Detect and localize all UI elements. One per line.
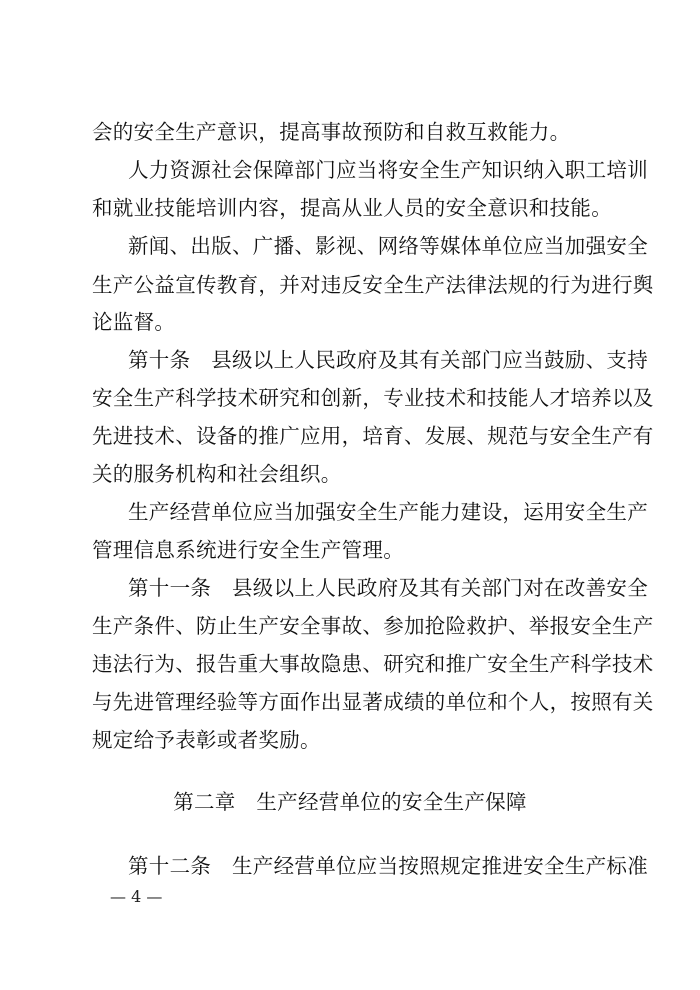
text-line: 违法行为、报告重大事故隐患、研究和推广安全生产科学技术 bbox=[92, 652, 654, 676]
text-line: 新闻、出版、广播、影视、网络等媒体单位应当加强安全 bbox=[128, 234, 648, 258]
text-line: 规定给予表彰或者奖励。 bbox=[92, 728, 321, 752]
text-line: 生产经营单位应当加强安全生产能力建设，运用安全生产 bbox=[128, 500, 648, 524]
text-line: 人力资源社会保障部门应当将安全生产知识纳入职工培训 bbox=[128, 158, 648, 182]
text-line: 安全生产科学技术研究和创新，专业技术和技能人才培养以及 bbox=[92, 386, 654, 410]
article-heading-line: 第十一条 县级以上人民政府及其有关部门对在改善安全 bbox=[128, 576, 648, 600]
article-heading-line: 第十条 县级以上人民政府及其有关部门应当鼓励、支持 bbox=[128, 348, 648, 372]
text-line: 生产条件、防止生产安全事故、参加抢险救护、举报安全生产 bbox=[92, 614, 654, 638]
text-line: 生产公益宣传教育，并对违反安全生产法律法规的行为进行舆 bbox=[92, 273, 654, 297]
text-line: 和就业技能培训内容，提高从业人员的安全意识和技能。 bbox=[92, 196, 612, 220]
text-line: 论监督。 bbox=[92, 310, 176, 334]
text-line: 与先进管理经验等方面作出显著成绩的单位和个人，按照有关 bbox=[92, 690, 654, 714]
article-heading-line: 第十二条 生产经营单位应当按照规定推进安全生产标准 bbox=[128, 854, 648, 878]
chapter-title: 第二章 生产经营单位的安全生产保障 bbox=[173, 790, 527, 814]
text-line: 先进技术、设备的推广应用，培育、发展、规范与安全生产有 bbox=[92, 424, 654, 448]
text-line: 会的安全生产意识，提高事故预防和自救互救能力。 bbox=[92, 120, 571, 144]
page-number: — 4 — bbox=[110, 887, 163, 906]
text-line: 管理信息系统进行安全生产管理。 bbox=[92, 538, 404, 562]
text-line: 关的服务机构和社会组织。 bbox=[92, 462, 342, 486]
